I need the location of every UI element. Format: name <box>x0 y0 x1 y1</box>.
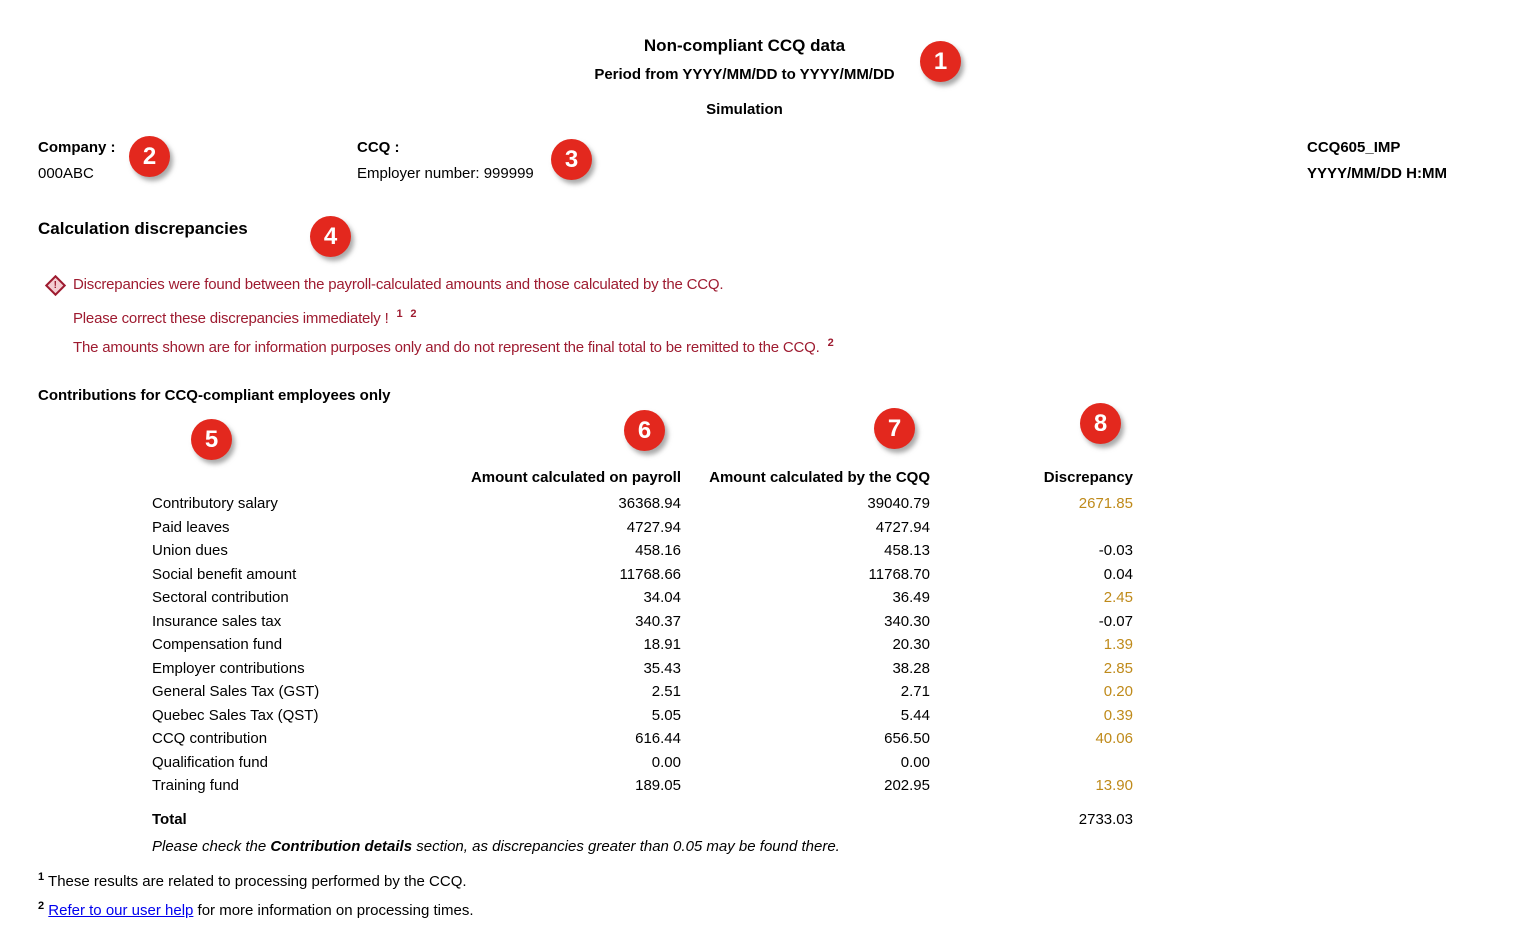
table-row <box>152 539 1133 563</box>
table-row <box>152 563 1133 587</box>
payroll-amount: 189.05 <box>635 777 681 795</box>
footnote-1-text: These results are related to processing performed by the CCQ. <box>48 873 467 890</box>
table-row <box>152 657 1133 681</box>
contributions-table <box>152 460 1133 833</box>
table-row <box>152 680 1133 704</box>
row-label: Quebec Sales Tax (QST) <box>152 706 319 724</box>
footnote-2-text: for more information on processing times. <box>193 902 474 919</box>
callout-badge-2: 2 <box>129 136 170 177</box>
discrepancy-amount: 2.45 <box>1103 589 1133 607</box>
footnote-ref-2: 2 <box>410 308 417 320</box>
section-heading: Calculation discrepancies <box>38 219 248 238</box>
warning-diamond-icon <box>45 275 66 296</box>
column-header-cqq: Amount calculated by the CQQ <box>709 469 930 486</box>
cqq-amount: 39040.79 <box>867 495 930 513</box>
warning-line-2 <box>73 308 416 327</box>
discrepancy-amount: 1.39 <box>1103 636 1133 654</box>
table-note-pre: Please check the <box>152 838 271 855</box>
payroll-amount: 36368.94 <box>618 495 681 513</box>
report-mode: Simulation <box>706 101 783 118</box>
payroll-amount: 616.44 <box>635 730 681 748</box>
ccq-label: CCQ : <box>357 139 400 156</box>
report-meta-block <box>1307 139 1447 182</box>
cqq-amount: 11768.70 <box>868 565 930 583</box>
cqq-amount: 458.13 <box>884 542 930 560</box>
total-discrepancy-value: 2733.03 <box>1078 811 1133 828</box>
discrepancy-amount: 0.39 <box>1103 706 1133 724</box>
cqq-amount: 36.49 <box>892 589 930 607</box>
company-value: 000ABC <box>38 165 94 182</box>
callout-badge-3: 3 <box>551 139 592 180</box>
row-label: General Sales Tax (GST) <box>152 683 320 701</box>
cqq-amount: 5.44 <box>900 706 930 724</box>
discrepancy-amount: 40.06 <box>1095 730 1133 748</box>
report-code: CCQ605_IMP <box>1307 139 1401 156</box>
footnote-ref-1: 1 <box>396 308 403 320</box>
total-label: Total <box>152 811 187 828</box>
column-header-discrepancy: Discrepancy <box>1043 469 1133 486</box>
callout-badge-5: 5 <box>191 419 232 460</box>
row-label: Training fund <box>152 777 239 795</box>
cqq-amount: 38.28 <box>892 659 930 677</box>
row-label: Qualification fund <box>152 753 268 771</box>
report-title: Non-compliant CCQ data <box>643 36 846 55</box>
table-note <box>152 838 840 855</box>
table-row <box>152 727 1133 751</box>
payroll-amount: 4727.94 <box>626 518 681 536</box>
payroll-amount: 2.51 <box>651 683 681 701</box>
table-note-post: section, as discrepancies greater than 0.05 may be found there. <box>412 838 840 855</box>
table-header-row <box>152 460 1133 486</box>
table-row <box>152 486 1133 516</box>
table-row <box>152 774 1133 798</box>
cqq-amount: 0.00 <box>900 753 930 771</box>
warning-line-2-text: Please correct these discrepancies immediately ! <box>73 310 389 327</box>
company-label: Company : <box>38 139 116 156</box>
payroll-amount: 35.43 <box>643 659 681 677</box>
discrepancy-amount: -0.07 <box>1098 612 1133 630</box>
table-row <box>152 610 1133 634</box>
row-label-column-header <box>152 460 460 486</box>
discrepancy-amount <box>930 516 1133 540</box>
table-row <box>152 704 1133 728</box>
row-label: CCQ contribution <box>152 730 268 748</box>
cqq-amount: 656.50 <box>884 730 930 748</box>
contributions-table-wrap <box>152 460 1133 833</box>
cqq-amount: 2.71 <box>900 683 930 701</box>
table-row <box>152 751 1133 775</box>
ccq-block <box>357 139 534 182</box>
row-label: Compensation fund <box>152 636 283 654</box>
user-help-link[interactable]: Refer to our user help <box>48 902 194 919</box>
warning-line-1: Discrepancies were found between the payroll-calculated amounts and those calculated by the CCQ. <box>73 276 724 293</box>
callout-badge-7: 7 <box>874 408 915 449</box>
discrepancy-amount: 13.90 <box>1095 777 1133 795</box>
payroll-amount: 340.37 <box>635 612 681 630</box>
cqq-amount: 4727.94 <box>875 518 930 536</box>
discrepancy-amount: -0.03 <box>1098 542 1133 560</box>
report-period: Period from YYYY/MM/DD to YYYY/MM/DD <box>594 66 895 83</box>
payroll-amount: 0.00 <box>651 753 681 771</box>
footnote-ref-2: 2 <box>827 337 834 349</box>
column-header-payroll: Amount calculated on payroll <box>470 469 681 486</box>
row-label: Insurance sales tax <box>152 612 282 630</box>
discrepancy-amount <box>930 751 1133 775</box>
row-label: Sectoral contribution <box>152 589 289 607</box>
discrepancy-amount: 2671.85 <box>1078 495 1133 513</box>
cqq-amount: 202.95 <box>884 777 930 795</box>
table-row <box>152 586 1133 610</box>
payroll-amount: 458.16 <box>635 542 681 560</box>
company-block <box>38 139 116 182</box>
warning-line-3-text: The amounts shown are for information purposes only and do not represent the final total to be remitted to the CCQ. <box>73 339 820 356</box>
table-row <box>152 516 1133 540</box>
payroll-amount: 34.04 <box>643 589 681 607</box>
callout-badge-4: 4 <box>310 216 351 257</box>
discrepancy-amount: 0.20 <box>1103 683 1133 701</box>
footnote-1 <box>38 871 467 890</box>
footnote-2-marker: 2 <box>38 900 45 912</box>
contributions-heading: Contributions for CCQ-compliant employees only <box>38 387 391 404</box>
employer-number: Employer number: 999999 <box>357 165 534 182</box>
row-label: Union dues <box>152 542 228 560</box>
footnote-1-marker: 1 <box>38 871 45 883</box>
row-label: Social benefit amount <box>152 565 297 583</box>
row-label: Paid leaves <box>152 518 230 536</box>
warning-icon-glyph: ! <box>53 279 58 291</box>
payroll-amount: 18.91 <box>643 636 681 654</box>
table-total-row <box>152 798 1133 833</box>
discrepancy-amount: 2.85 <box>1103 659 1133 677</box>
callout-badge-8: 8 <box>1080 403 1121 444</box>
footnote-2 <box>38 900 474 919</box>
callout-badge-1: 1 <box>920 41 961 82</box>
payroll-amount: 5.05 <box>651 706 681 724</box>
callout-badge-6: 6 <box>624 410 665 451</box>
row-label: Employer contributions <box>152 659 305 677</box>
warning-line-3 <box>73 337 833 356</box>
cqq-amount: 20.30 <box>892 636 930 654</box>
cqq-amount: 340.30 <box>884 612 930 630</box>
discrepancy-amount: 0.04 <box>1103 565 1133 583</box>
table-note-bold: Contribution details <box>270 838 413 855</box>
row-label: Contributory salary <box>152 495 278 513</box>
payroll-amount: 11768.66 <box>619 565 681 583</box>
report-datetime: YYYY/MM/DD H:MM <box>1307 165 1447 182</box>
table-row <box>152 633 1133 657</box>
